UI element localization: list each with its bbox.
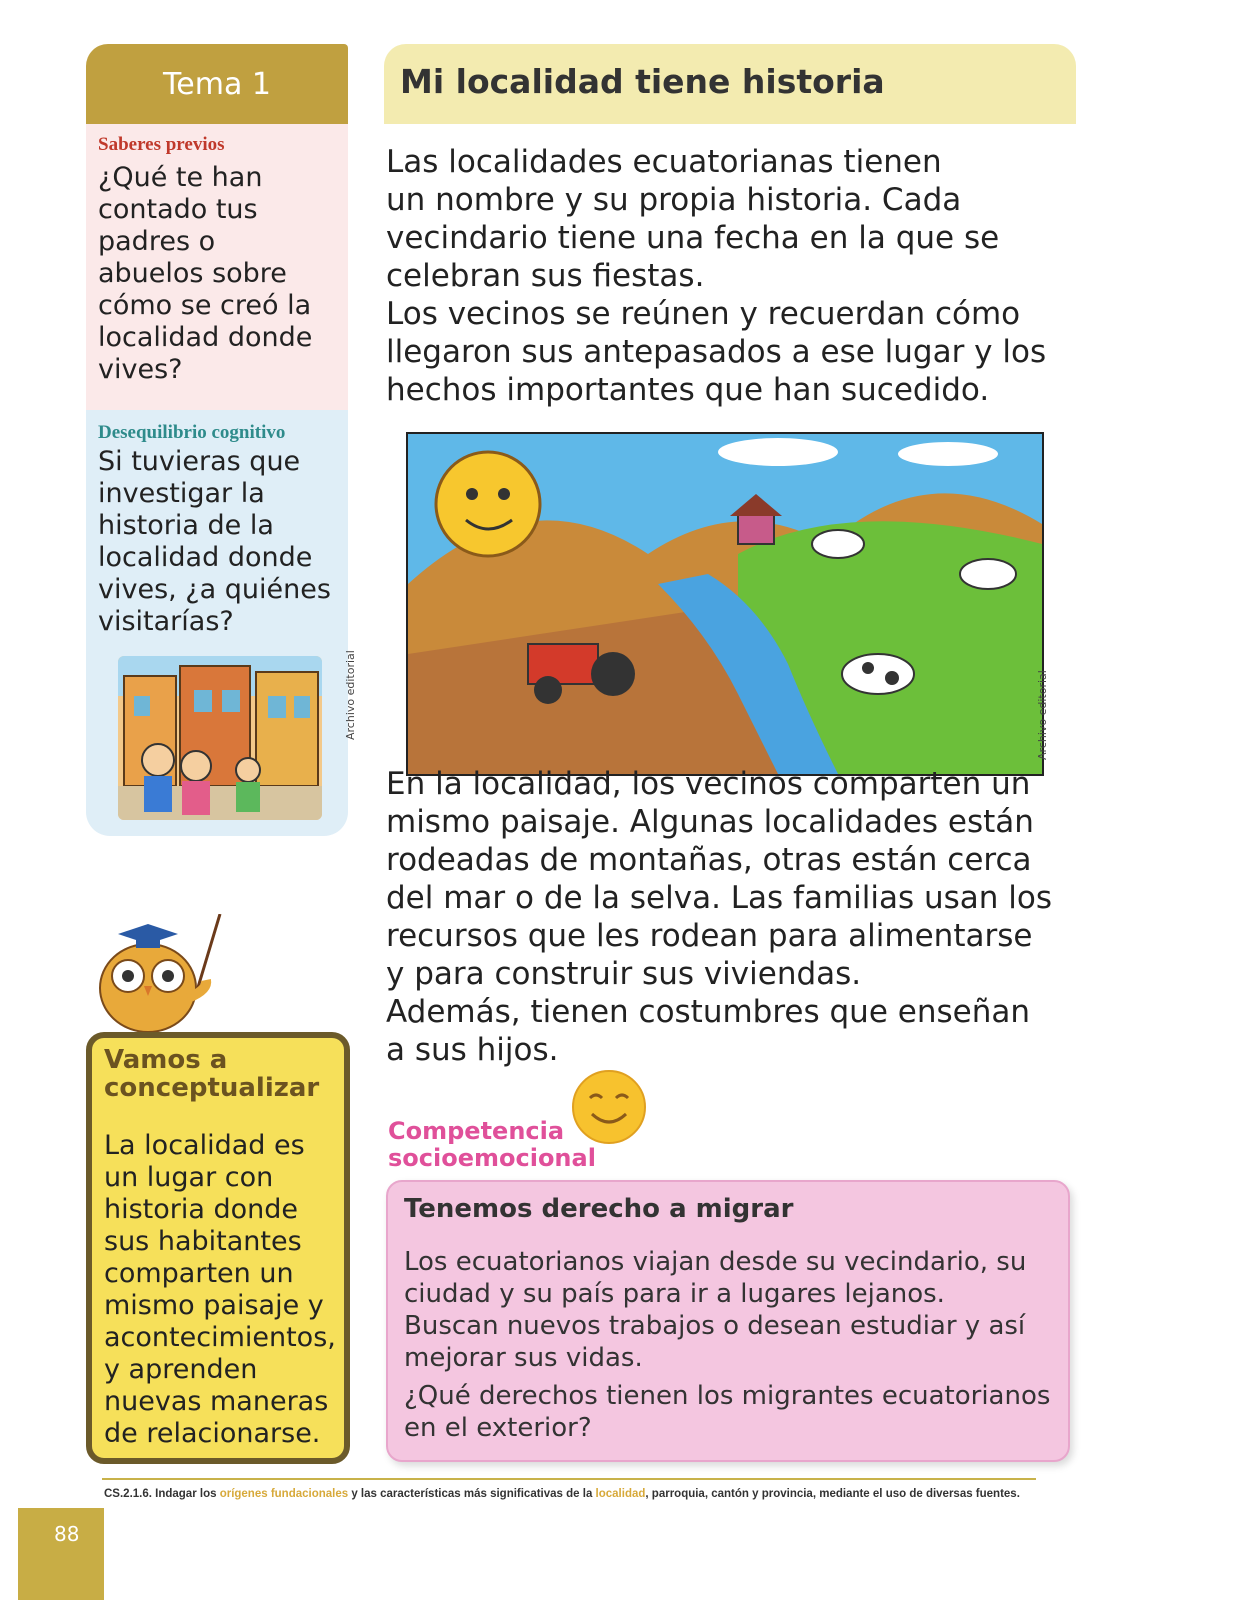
text-line: La localidad es [104,1130,305,1161]
text-line: rodeadas de montañas, otras están cerca [386,842,1032,878]
text-line: padres o [98,226,216,257]
text-line: localidad donde [98,542,313,573]
footnote-text: , parroquia, cantón y provincia, mediante el uso de diversas fuentes. [645,1488,1020,1500]
text-line: conceptualizar [104,1073,320,1103]
neighbors-illustration [118,656,322,820]
text-line: acontecimientos, [104,1322,336,1353]
text-line: llegaron sus antepasados a ese lugar y los [386,334,1047,370]
saberes-label: Saberes previos [98,134,225,155]
page-title: Mi localidad tiene historia [400,62,885,101]
text-line: hechos importantes que han sucedido. [386,372,990,408]
text-line: ciudad y su país para ir a lugares lejanos. [404,1279,945,1309]
curriculum-footnote [104,1488,1020,1500]
text-line: localidad donde [98,322,313,353]
text-line: celebran sus fiestas. [386,258,705,294]
footnote-highlight: orígenes fundacionales [219,1488,349,1500]
image-credit-side: Archivo editorial [344,650,357,740]
migration-box [386,1180,1070,1462]
text-line: Buscan nuevos trabajos o desean estudiar y así [404,1311,1026,1341]
text-line: un nombre y su propia historia. Cada [386,182,962,218]
text-line: Las localidades ecuatorianas tienen [386,144,942,180]
migration-paragraph [404,1246,1054,1374]
text-line: comparten un [104,1258,294,1289]
text-line: de relacionarse. [104,1418,321,1449]
text-line: un lugar con [104,1162,274,1193]
owl-mascot-icon [88,914,238,1032]
tema-tab [86,44,348,124]
text-line: en el exterior? [404,1413,592,1443]
competencia-label [388,1118,596,1172]
text-line: Competencia [388,1117,565,1145]
text-line: abuelos sobre [98,258,287,289]
tema-label: Tema 1 [163,66,271,102]
footnote-highlight: localidad [595,1488,646,1500]
text-line: nuevas maneras [104,1386,329,1417]
text-line: vives? [98,354,183,385]
text-line: Los ecuatorianos viajan desde su vecindario, su [404,1247,1027,1277]
text-line: Además, tienen costumbres que enseñan [386,994,1030,1030]
text-line: ¿Qué derechos tienen los migrantes ecuatorianos [404,1381,1051,1411]
text-line: historia de la [98,510,274,541]
text-line: vecindario tiene una fecha en la que se [386,220,1000,256]
title-bar [384,44,1076,124]
desequilibrio-question [98,446,338,638]
text-line: ¿Qué te han [98,162,263,193]
text-line: Vamos a [104,1045,228,1075]
text-line: del mar o de la selva. Las familias usan los [386,880,1053,916]
text-line: vives, ¿a quiénes [98,574,331,605]
text-line: Si tuvieras que [98,446,301,477]
text-line: historia donde [104,1194,299,1225]
text-line: mejorar sus vidas. [404,1343,643,1373]
desequilibrio-label: Desequilibrio cognitivo [98,422,286,443]
concept-box [86,1032,350,1464]
text-line: sus habitantes [104,1226,302,1257]
footnote-text: CS.2.1.6. Indagar los [104,1488,220,1500]
text-line: contado tus [98,194,258,225]
text-line: visitarías? [98,606,234,637]
text-line: y para construir sus viviendas. [386,956,862,992]
text-line: cómo se creó la [98,290,312,321]
saberes-previos-box [86,124,348,410]
text-line: y aprenden [104,1354,258,1385]
text-line: Los vecinos se reúnen y recuerdan cómo [386,296,1021,332]
landscape-illustration [406,432,1044,776]
footer-rule [102,1478,1036,1480]
migration-title: Tenemos derecho a migrar [404,1194,794,1224]
paragraph-landscape [386,765,1086,1069]
footnote-text: y las características más significativas de la [348,1488,596,1500]
text-line: investigar la [98,478,265,509]
text-line: socioemocional [388,1144,596,1172]
page-number: 88 [54,1522,80,1546]
migration-question [404,1380,1054,1444]
paragraph-intro [386,143,1086,409]
saberes-question [98,162,338,386]
page-number-box [18,1508,104,1600]
image-credit-main: Archivo editorial [1036,670,1049,760]
text-line: mismo paisaje. Algunas localidades están [386,804,1034,840]
text-line: a sus hijos. [386,1032,559,1068]
concept-heading [104,1046,319,1102]
text-line: En la localidad, los vecinos comparten un [386,766,1031,802]
concept-definition [104,1130,340,1450]
text-line: recursos que les rodean para alimentarse [386,918,1033,954]
text-line: mismo paisaje y [104,1290,324,1321]
